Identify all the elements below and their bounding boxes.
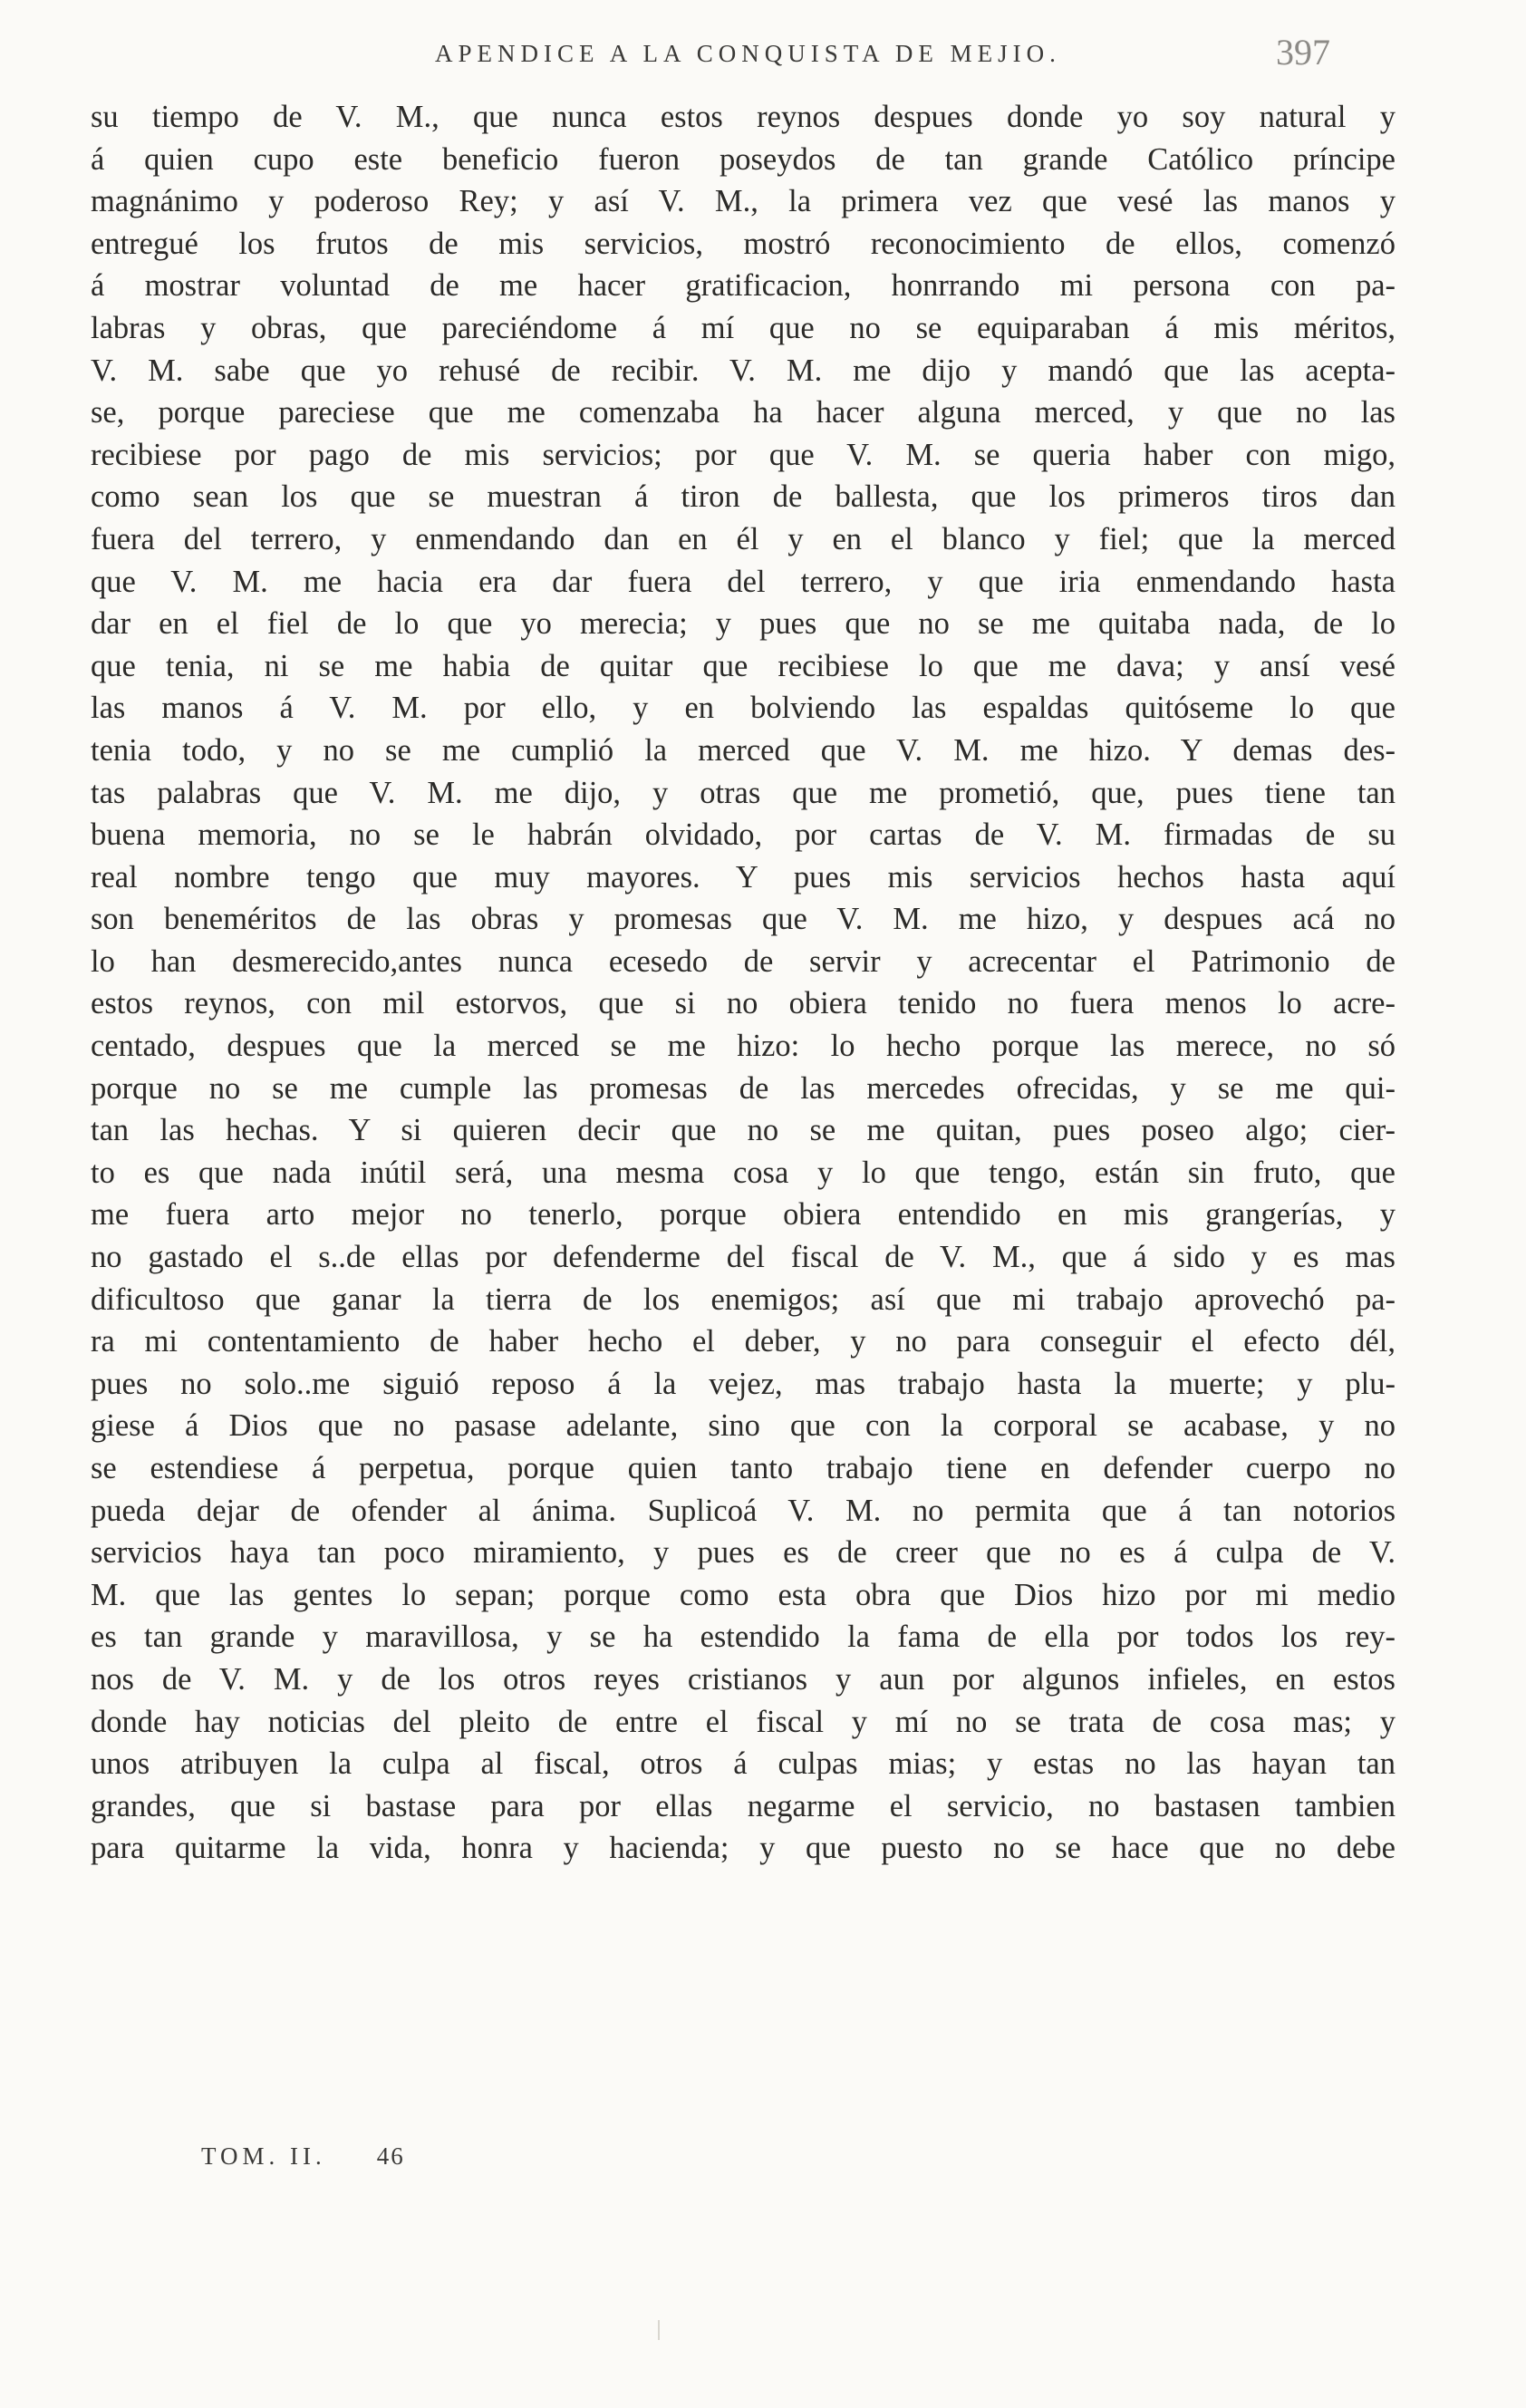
text-line: buena memoria, no se le habrán olvidado, por cartas de V. M. firmadas de su (91, 817, 1396, 853)
signature-mark (201, 2142, 405, 2171)
text-line: como sean los que se muestran á tiron de ballesta, que los primeros tiros dan (91, 479, 1396, 515)
paper-blemish (658, 2320, 660, 2340)
text-line: se estendiese á perpetua, porque quien tanto trabajo tiene en defender cuerpo no (91, 1451, 1396, 1485)
text-line: ra mi contentamiento de haber hecho el deber, y no para conseguir el efecto dél, (91, 1324, 1396, 1359)
text-line: su tiempo de V. M., que nunca estos reynos despues donde yo soy natural y (91, 100, 1396, 134)
text-line: V. M. sabe que yo rehusé de recibir. V. M. me dijo y mandó que las acepta- (91, 353, 1396, 388)
volume-label: TOM. II. (201, 2142, 326, 2170)
text-line: fuera del terrero, y enmendando dan en él y en el blanco y fiel; que la merced (91, 521, 1396, 556)
text-line: me fuera arto mejor no tenerlo, porque obiera entendido en mis grangerías, y (91, 1197, 1396, 1233)
signature-number: 46 (376, 2142, 405, 2170)
text-line: servicios haya tan poco miramiento, y pues es de creer que no es á culpa de V. (91, 1535, 1396, 1571)
text-line: real nombre tengo que muy mayores. Y pues mis servicios hechos hasta aquí (91, 859, 1396, 895)
text-line: es tan grande y maravillosa, y se ha estendido la fama de ella por todos los rey- (91, 1620, 1396, 1655)
text-line: tenia todo, y no se me cumplió la merced que V. M. me hizo. Y demas des- (91, 732, 1396, 768)
text-line: giese á Dios que no pasase adelante, sino que con la corporal se acabase, y no (91, 1408, 1396, 1444)
text-line: magnánimo y poderoso Rey; y así V. M., la primera vez que vesé las manos y (91, 184, 1396, 219)
text-line: dar en el fiel de lo que yo merecia; y pues que no se me quitaba nada, de lo (91, 606, 1396, 642)
text-line: lo han desmerecido,antes nunca ecesedo de servir y acrecentar el Patrimonio de (91, 943, 1396, 979)
text-line: to es que nada inútil será, una mesma cosa y lo que tengo, están sin fruto, que (91, 1155, 1396, 1190)
text-line: no gastado el s..de ellas por defenderme del fiscal de V. M., que á sido y es mas (91, 1240, 1396, 1275)
text-line: porque no se me cumple las promesas de las mercedes ofrecidas, y se me qui- (91, 1070, 1396, 1106)
text-line: centado, despues que la merced se me hizo: lo hecho porque las merece, no só (91, 1029, 1396, 1064)
text-line: son beneméritos de las obras y promesas que V. M. me hizo, y despues acá no (91, 902, 1396, 937)
text-line: tan las hechas. Y si quieren decir que no se me quitan, pues poseo algo; cier- (91, 1113, 1396, 1148)
text-line: á quien cupo este beneficio fueron poseydos de tan grande Católico príncipe (91, 141, 1396, 177)
page-number: 397 (1276, 32, 1330, 73)
text-line: donde hay noticias del pleito de entre el fiscal y mí no se trata de cosa mas; y (91, 1704, 1396, 1739)
text-line: que V. M. me hacia era dar fuera del terrero, y que iria enmendando hasta (91, 564, 1396, 599)
text-line: grandes, que si bastase para por ellas negarme el servicio, no bastasen tambien (91, 1788, 1396, 1823)
text-line: pueda dejar de ofender al ánima. Suplicoá V. M. no permita que á tan notorios (91, 1493, 1396, 1528)
text-line: las manos á V. M. por ello, y en bolviendo las espaldas quitóseme lo que (91, 691, 1396, 726)
text-line: dificultoso que ganar la tierra de los enemigos; así que mi trabajo aprovechó pa- (91, 1281, 1396, 1317)
text-line: pues no solo..me siguió reposo á la vejez, mas trabajo hasta la muerte; y plu- (91, 1366, 1396, 1401)
text-line: nos de V. M. y de los otros reyes cristianos y aun por algunos infieles, en estos (91, 1661, 1396, 1697)
running-head: APENDICE A LA CONQUISTA DE MEJIO. (435, 40, 1061, 67)
text-line: estos reynos, con mil estorvos, que si no obiera tenido no fuera menos lo acre- (91, 986, 1396, 1021)
text-line: entregué los frutos de mis servicios, mostró reconocimiento de ellos, comenzó (91, 226, 1396, 261)
text-line: se, porque pareciese que me comenzaba ha hacer alguna merced, y que no las (91, 395, 1396, 430)
text-line: para quitarme la vida, honra y hacienda; y que puesto no se hace que no debe (91, 1831, 1396, 1866)
text-line: tas palabras que V. M. me dijo, y otras que me prometió, que, pues tiene tan (91, 775, 1396, 810)
text-line: unos atribuyen la culpa al fiscal, otros á culpas mias; y estas no las hayan tan (91, 1746, 1396, 1782)
text-line: M. que las gentes lo sepan; porque como esta obra que Dios hizo por mi medio (91, 1577, 1396, 1612)
text-line: labras y obras, que pareciéndome á mí que no se equiparaban á mis méritos, (91, 310, 1396, 345)
text-line: recibiese por pago de mis servicios; por que V. M. se queria haber con migo, (91, 437, 1396, 472)
text-line: que tenia, ni se me habia de quitar que recibiese lo que me dava; y ansí vesé (91, 648, 1396, 683)
text-line: á mostrar voluntad de me hacer gratificacion, honrrando mi persona con pa- (91, 268, 1396, 304)
body-text (91, 96, 1396, 1870)
